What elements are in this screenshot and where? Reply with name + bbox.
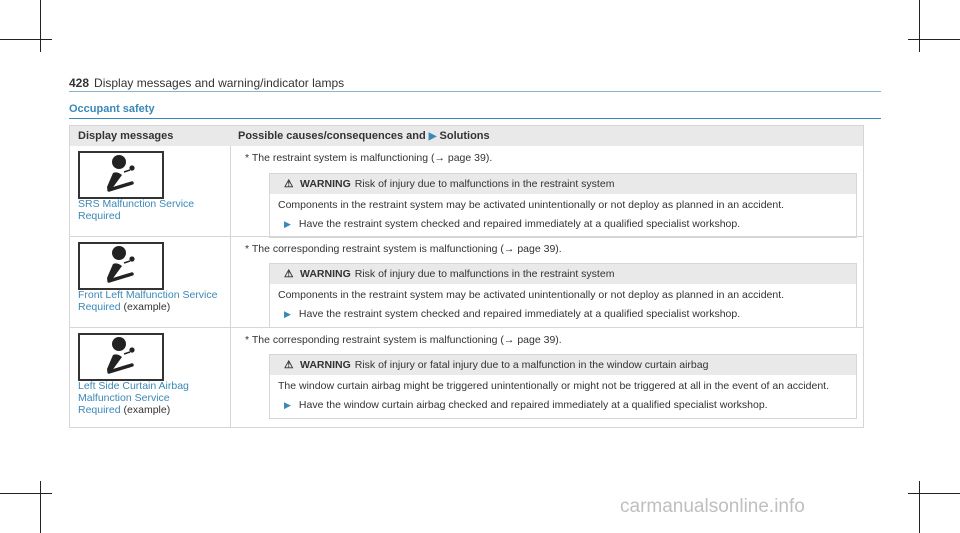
- display-message: SRS Malfunction Service Required: [78, 198, 195, 222]
- action-arrow-icon: ▶: [284, 400, 291, 410]
- warning-box: [269, 173, 857, 238]
- warning-action: ▶ Have the restraint system checked and repaired immediately at a qualified specialist workshop.: [284, 218, 741, 230]
- message-table: [69, 125, 864, 428]
- display-message: Left Side Curtain Airbag Malfunction Service Required (example): [78, 380, 189, 416]
- col-header-causes: Possible causes/consequences and ▶ Solutions: [238, 130, 490, 142]
- airbag-occupant-icon: [78, 242, 164, 290]
- section-title: Occupant safety: [69, 103, 155, 115]
- table-header: [70, 126, 863, 146]
- crop-mark: [908, 39, 960, 40]
- display-message: Front Left Malfunction Service Required (example): [78, 289, 218, 313]
- crop-mark: [0, 493, 52, 494]
- cause-text: * The restraint system is malfunctioning (→ page 39).: [245, 152, 493, 164]
- page-number: 428: [69, 76, 90, 90]
- crop-mark: [908, 493, 960, 494]
- arrow-right-icon: ▶: [428, 131, 437, 142]
- cause-text: * The corresponding restraint system is malfunctioning (→ page 39).: [245, 334, 562, 346]
- warning-triangle-icon: ⚠: [284, 268, 294, 280]
- section-rule: [69, 118, 881, 119]
- warning-action: ▶ Have the window curtain airbag checked and repaired immediately at a qualified specialist workshop.: [284, 399, 768, 411]
- warning-action: ▶ Have the restraint system checked and repaired immediately at a qualified specialist workshop.: [284, 308, 741, 320]
- warning-triangle-icon: ⚠: [284, 359, 294, 371]
- crop-mark: [919, 0, 920, 52]
- page-header: [69, 76, 344, 90]
- header-rule: [69, 91, 881, 92]
- warning-header: ⚠ WARNING Risk of injury due to malfunctions in the restraint system: [270, 174, 856, 194]
- warning-box: [269, 263, 857, 328]
- col-header-display-messages: Display messages: [78, 130, 174, 142]
- watermark: carmanualsonline.info: [620, 496, 805, 517]
- cause-text: * The corresponding restraint system is malfunctioning (→ page 39).: [245, 243, 562, 255]
- crop-mark: [0, 39, 52, 40]
- airbag-occupant-icon: [78, 151, 164, 199]
- warning-text: Components in the restraint system may be activated unintentionally or not deploy as planned in an accident.: [278, 289, 785, 301]
- crop-mark: [40, 481, 41, 533]
- warning-header: ⚠ WARNING Risk of injury due to malfunctions in the restraint system: [270, 264, 856, 284]
- crop-mark: [919, 481, 920, 533]
- column-divider: [230, 146, 231, 427]
- crop-mark: [40, 0, 41, 52]
- page-header-title: Display messages and warning/indicator lamps: [94, 76, 345, 90]
- warning-triangle-icon: ⚠: [284, 178, 294, 190]
- warning-text: The window curtain airbag might be triggered unintentionally or might not be triggered at all in the event of an accident.: [278, 380, 829, 392]
- airbag-occupant-icon: [78, 333, 164, 381]
- col-header-solutions: Solutions: [439, 130, 490, 142]
- warning-header: ⚠ WARNING Risk of injury or fatal injury due to a malfunction in the window curtain airbag: [270, 355, 856, 375]
- action-arrow-icon: ▶: [284, 219, 291, 229]
- action-arrow-icon: ▶: [284, 309, 291, 319]
- warning-box: [269, 354, 857, 419]
- warning-text: Components in the restraint system may be activated unintentionally or not deploy as planned in an accident.: [278, 199, 785, 211]
